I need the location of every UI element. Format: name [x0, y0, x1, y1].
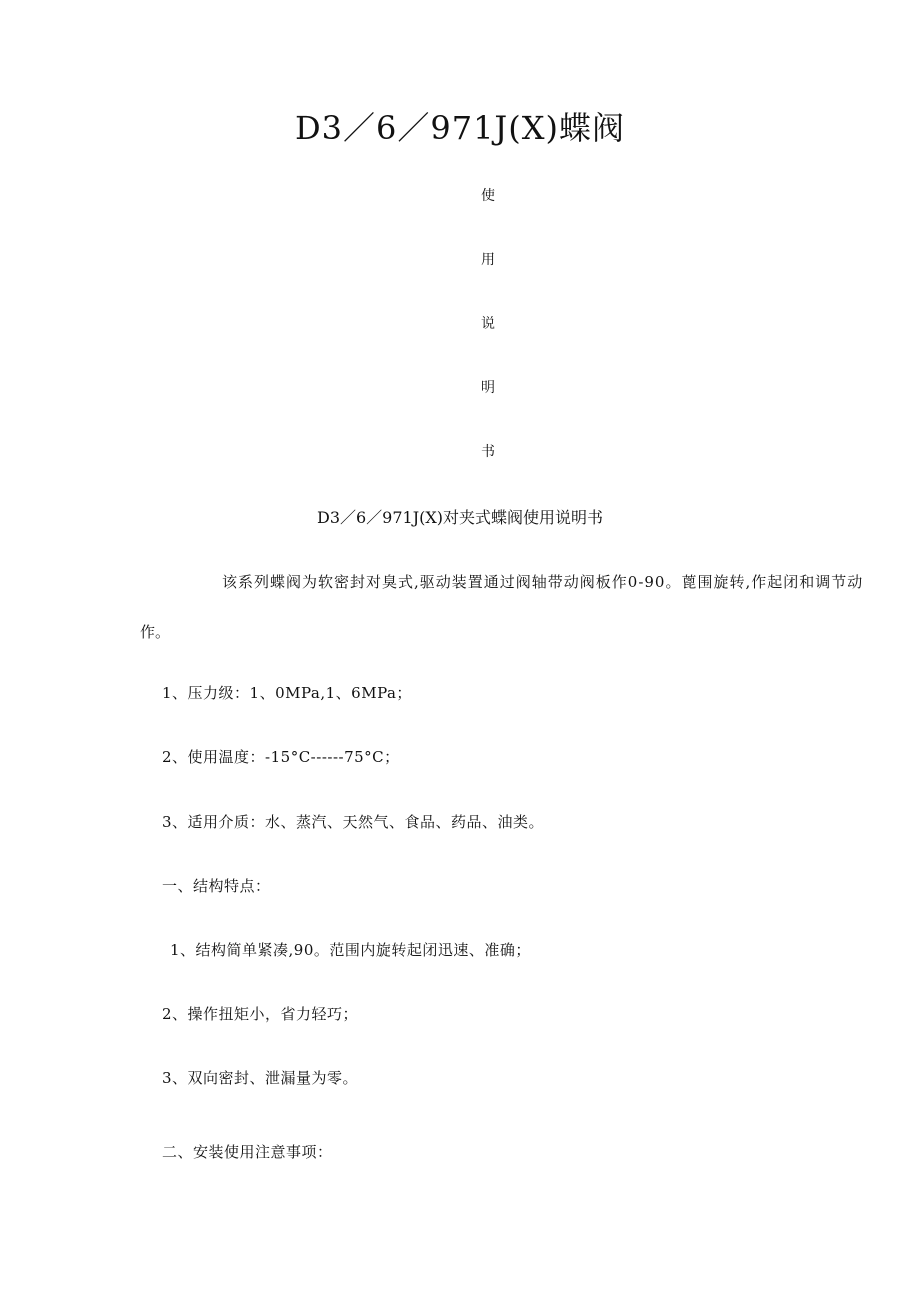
- structure-item: 2、操作扭矩小，省力轻巧；: [162, 1005, 359, 1023]
- cover-label-char: 用: [481, 252, 495, 268]
- document-subtitle: D3／6／971J(X)对夹式蝶阀使用说明书: [316, 508, 604, 527]
- intro-paragraph-line: 作。: [140, 623, 171, 641]
- structure-item: 3、双向密封、泄漏量为零。: [162, 1069, 359, 1087]
- intro-paragraph-line: 该系列蝶阀为软密封对臭式,驱动装置通过阀轴带动阀板作0-90。蓖围旋转,作起闭和调节动: [222, 573, 864, 591]
- spec-temperature: 2、使用温度：-15°C------75°C；: [162, 748, 400, 766]
- spec-pressure: 1、压力级：1、0MPa,1、6MPa；: [162, 684, 412, 702]
- cover-label-char: 使: [481, 188, 495, 204]
- structure-item: 1、结构简单紧凑,90。范围内旋转起闭迅速、准确；: [170, 941, 531, 959]
- cover-label-vertical: [478, 186, 498, 506]
- cover-label-char: 说: [481, 316, 495, 332]
- cover-label-char: 明: [481, 380, 495, 396]
- document-title: D3／6／971J(X)蝶阀: [294, 109, 626, 147]
- section-heading-structure: 一、结构特点：: [162, 877, 271, 895]
- section-heading-installation: 二、安装使用注意事项：: [162, 1143, 333, 1161]
- spec-medium: 3、适用介质：水、蒸汽、天然气、食品、药品、油类。: [162, 813, 545, 831]
- cover-label-char: 书: [481, 444, 495, 460]
